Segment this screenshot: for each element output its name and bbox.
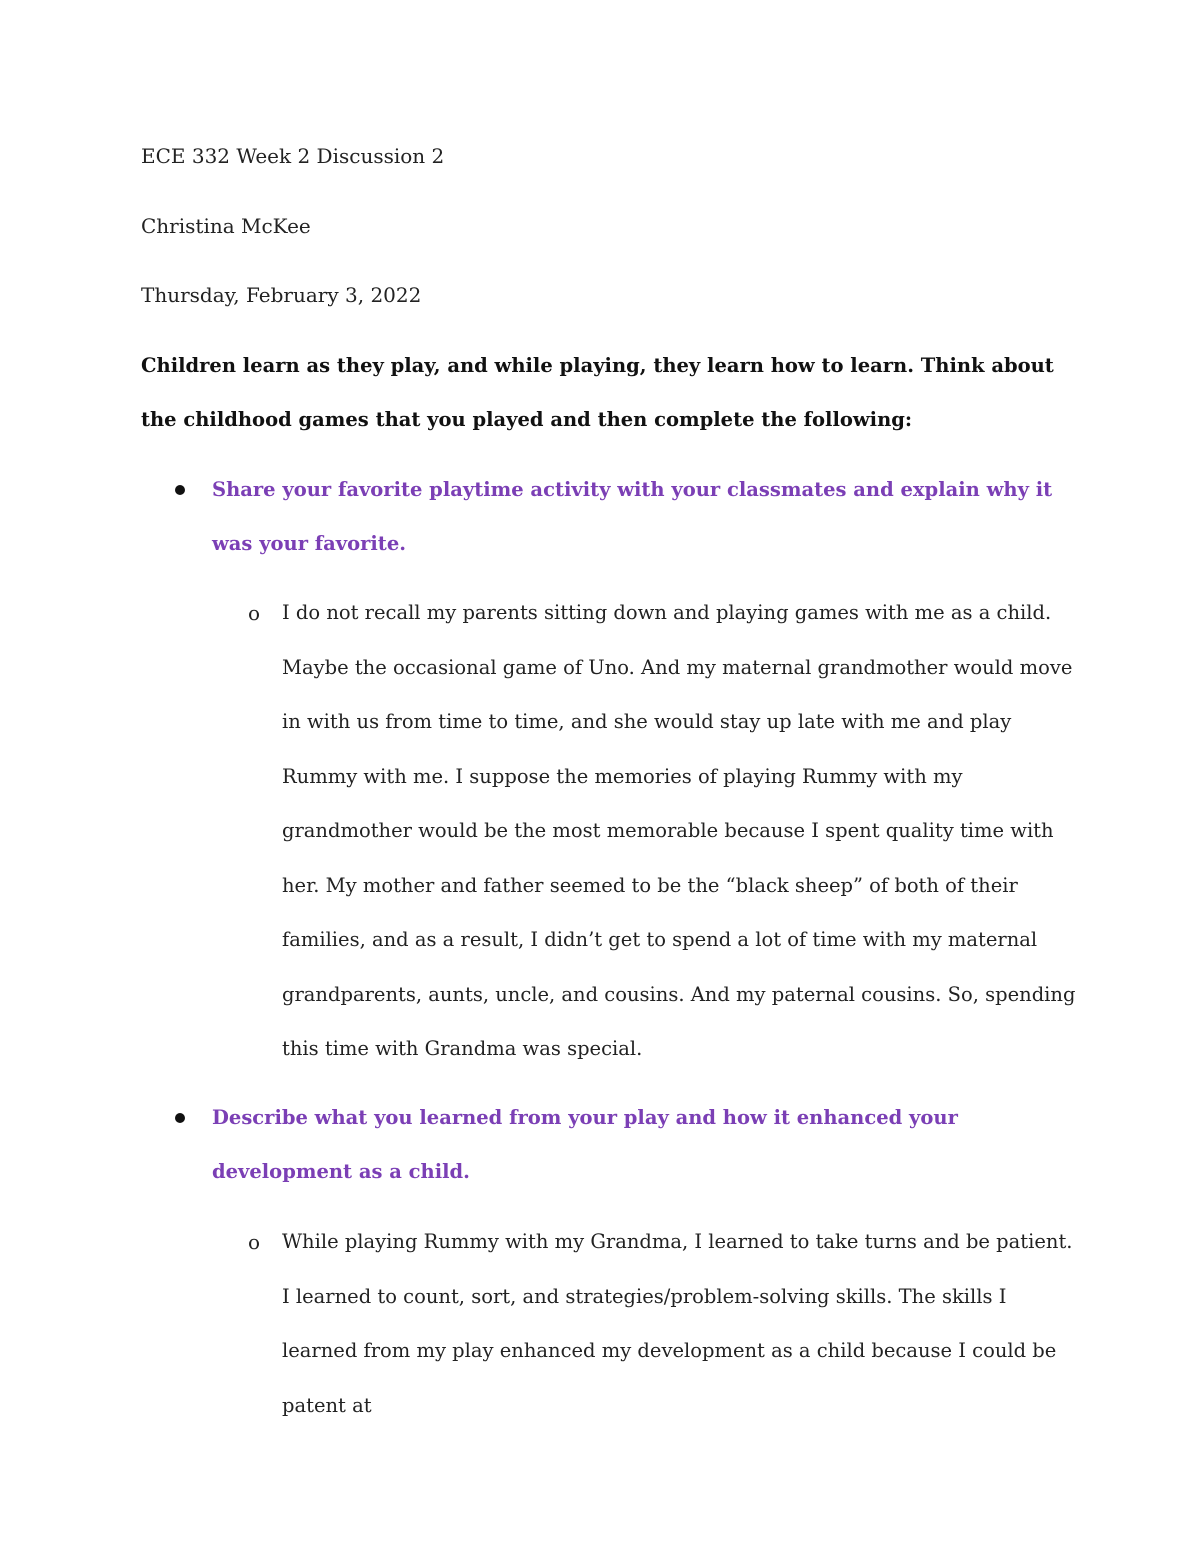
document-date: Thursday, February 3, 2022	[141, 283, 422, 307]
sub-bullet-marker: o	[248, 601, 261, 625]
author-name: Christina McKee	[141, 214, 311, 238]
question-2: Describe what you learned from your play and how it enhanced your development as a child.	[212, 1106, 958, 1183]
bullet-icon	[175, 485, 185, 495]
course-title: ECE 332 Week 2 Discussion 2	[141, 144, 445, 168]
question-1: Share your favorite playtime activity with your classmates and explain why it was your favorite.	[212, 478, 1053, 555]
answer-1: I do not recall my parents sitting down and playing games with me as a child. Maybe the occasional game of Uno. And my maternal grandmother would move in with us from time to time, and she would stay up late with me and play Rummy with me. I suppose the memories of playing Rummy with my grandmother would be the most memorable because I spent quality time with her. My mother and father seemed to be the “black sheep” of both of their families, and as a result, I didn’t get to spend a lot of time with my maternal grandparents, aunts, uncle, and cousins. And my paternal cousins. So, spending this time with Grandma was special.	[282, 601, 1076, 1060]
answer-2: While playing Rummy with my Grandma, I learned to take turns and be patient. I learned to count, sort, and strategies/problem-solving skills. The skills I learned from my play enhanced my development as a child because I could be patent at	[282, 1230, 1073, 1417]
discussion-prompt: Children learn as they play, and while playing, they learn how to learn. Think about the childhood games that you played and then complete the following:	[141, 354, 1054, 431]
bullet-icon	[175, 1113, 185, 1123]
sub-bullet-marker: o	[248, 1230, 261, 1254]
